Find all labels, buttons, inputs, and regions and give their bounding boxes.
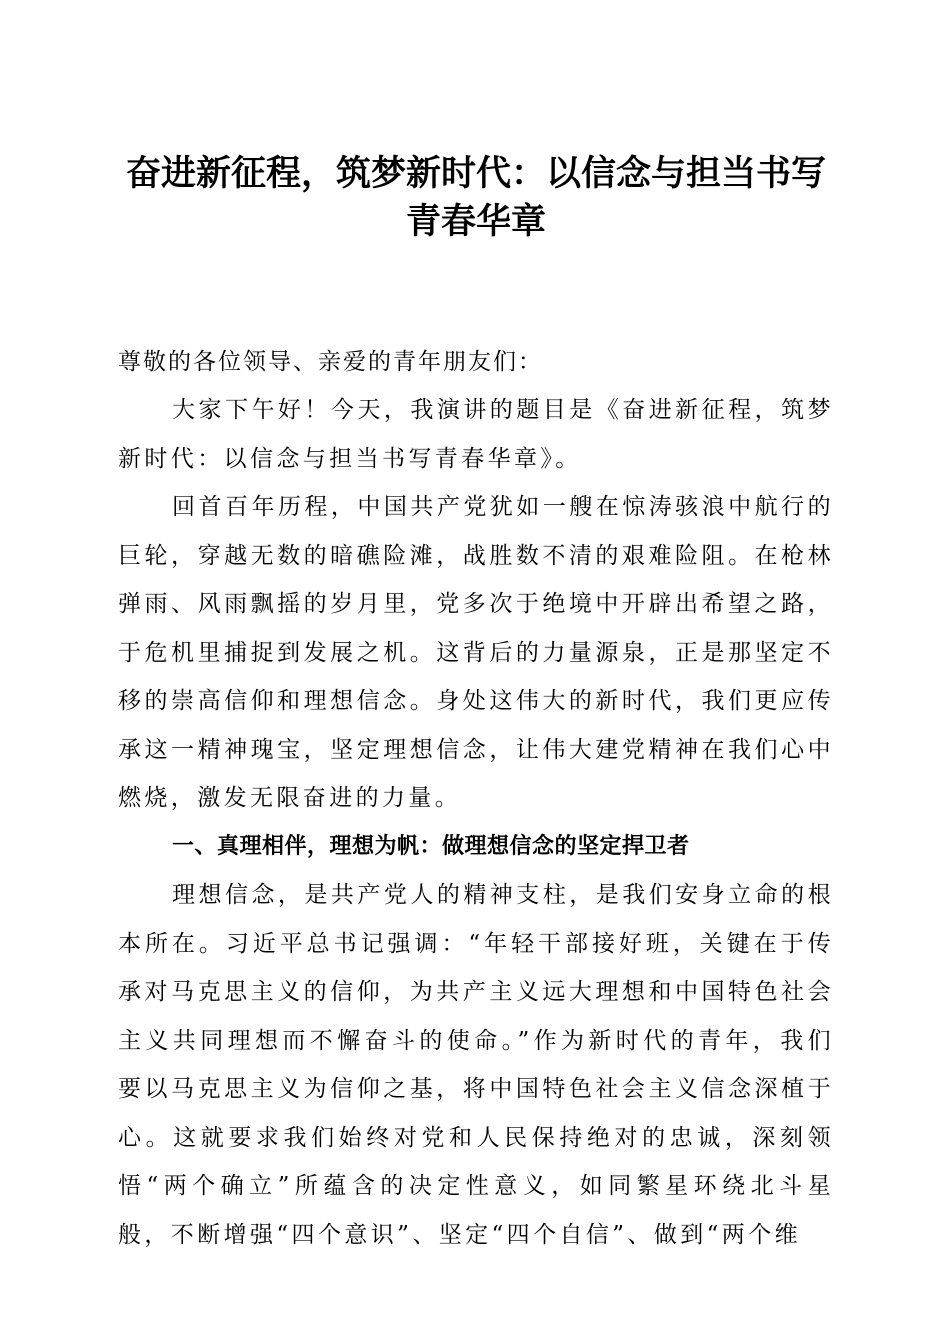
document-title — [118, 150, 834, 246]
title-line-2: 青春华章 — [405, 202, 546, 242]
paragraph-section-1: 理想信念，是共产党人的精神支柱，是我们安身立命的根本所在。习近平总书记强调：“年轻干部接好班，关键在于传承对马克思主义的信仰，为共产主义远大理想和中国特色社会主义共同理想而不懈奋斗的使命。”作为新时代的青年，我们要以马克思主义为信仰之基，将中国特色社会主义信念深植于心。这就要求我们始终对党和人民保持绝对的忠诚，深刻领悟“两个确立”所蕴含的决定性意义，如同繁星环绕北斗星般，不断增强“四个意识”、坚定“四个自信”、做到“两个维 — [118, 882, 834, 1248]
paragraph-history: 回首百年历程，中国共产党犹如一艘在惊涛骇浪中航行的巨轮，穿越无数的暗礁险滩，战胜数不清的艰难险阻。在枪林弹雨、风雨飘摇的岁月里，党多次于绝境中开辟出希望之路，于危机里捕捉到发展之机。这背后的力量源泉，正是那坚定不移的崇高信仰和理想信念。身处这伟大的新时代，我们更应传承这一精神瑰宝，坚定理想信念，让伟大建党精神在我们心中燃烧，激发无限奋进的力量。 — [118, 494, 834, 811]
salutation: 尊敬的各位领导、亲爱的青年朋友们： — [118, 349, 543, 375]
paragraph-greeting: 大家下午好！今天，我演讲的题目是《奋进新征程，筑梦新时代：以信念与担当书写青春华章》。 — [118, 397, 834, 472]
document-page — [118, 150, 834, 1259]
section-heading-1: 一、真理相伴，理想为帆：做理想信念的坚定捍卫者 — [172, 833, 690, 859]
title-line-1: 奋进新征程，筑梦新时代：以信念与担当书写 — [125, 154, 826, 194]
